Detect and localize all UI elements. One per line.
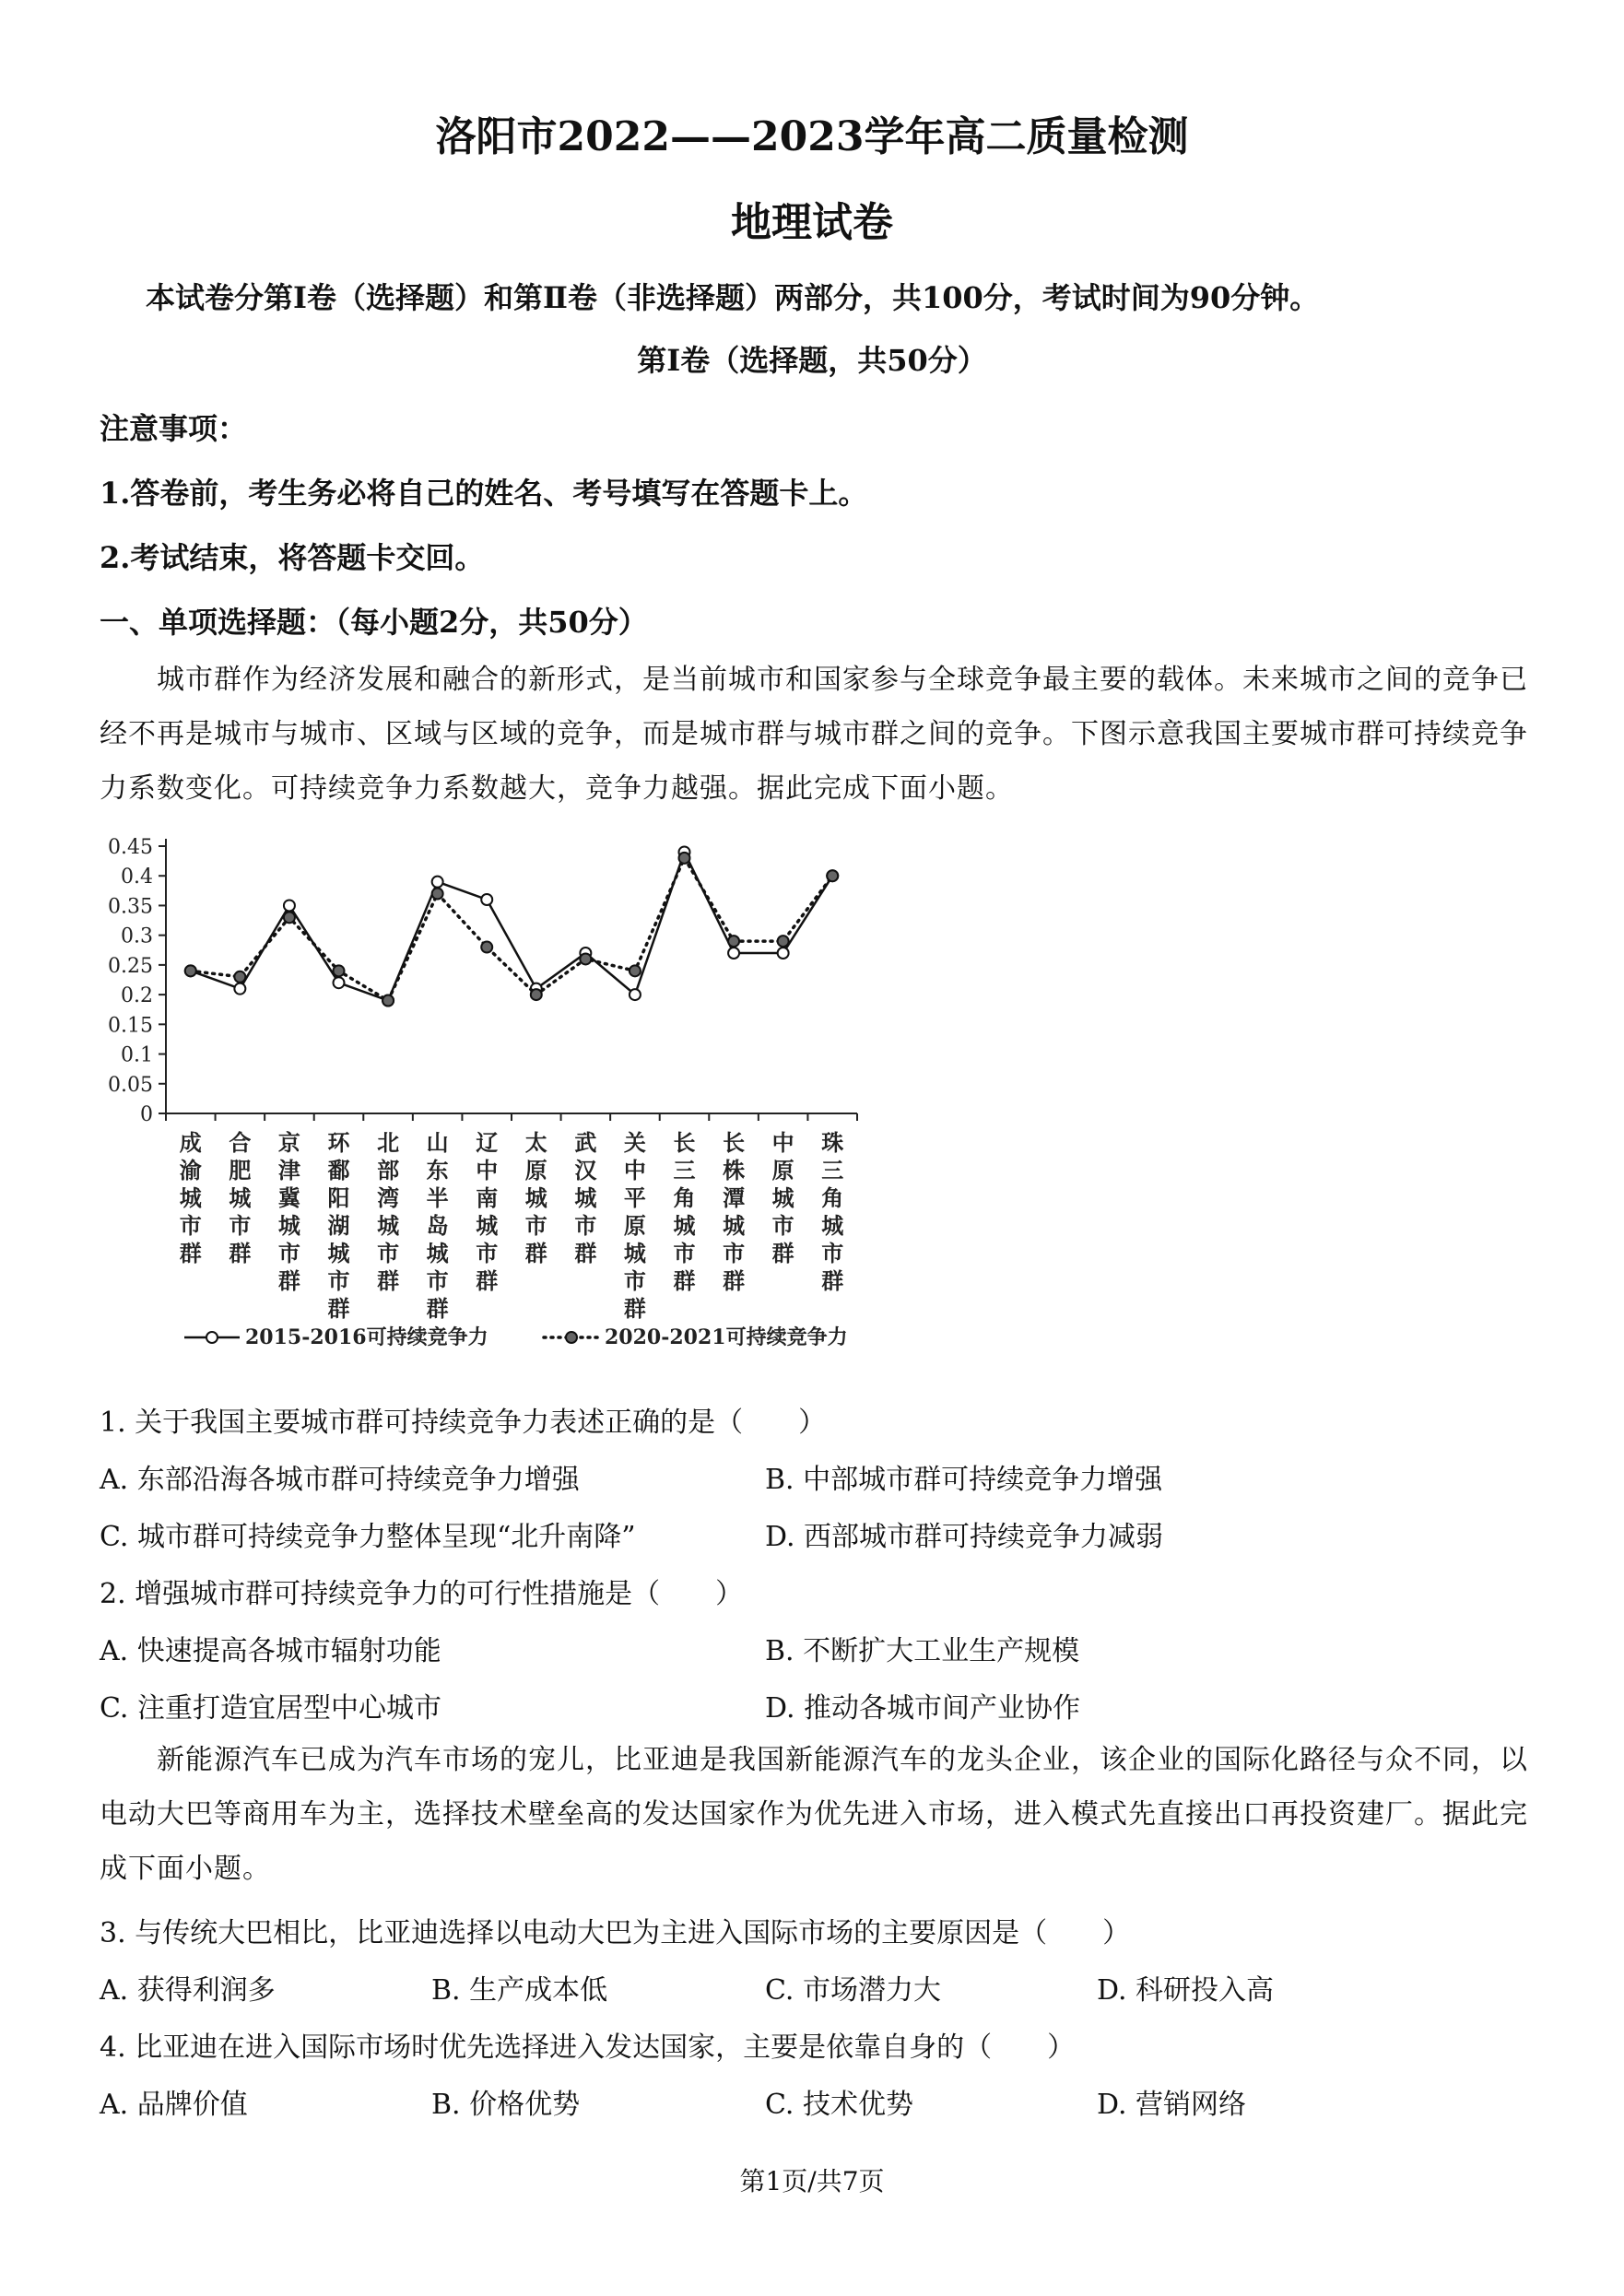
question-option: A. 快速提高各城市辐射功能 — [100, 1635, 441, 1667]
x-tick-label: 珠 — [821, 1129, 844, 1156]
x-tick-label: 平 — [623, 1184, 646, 1211]
x-tick-label: 京 — [277, 1129, 300, 1156]
x-tick-label: 长 — [673, 1129, 696, 1156]
x-tick-label: 群 — [723, 1267, 746, 1294]
line-chart — [74, 820, 885, 1373]
x-tick-label: 市 — [771, 1212, 794, 1239]
y-tick-label: 0.35 — [108, 895, 153, 919]
x-tick-label: 中 — [771, 1129, 794, 1156]
question-option: A. 品牌价值 — [100, 2089, 248, 2121]
x-tick-label: 群 — [673, 1267, 696, 1294]
y-tick-label: 0 — [140, 1103, 153, 1126]
x-tick-label: 鄱 — [327, 1157, 350, 1183]
x-tick-label: 辽 — [476, 1129, 499, 1156]
data-point — [728, 936, 739, 947]
question-option: B. 价格优势 — [431, 2089, 581, 2121]
y-tick-label: 0.3 — [121, 924, 153, 948]
exam-intro: 本试卷分第Ⅰ卷（选择题）和第Ⅱ卷（非选择题）两部分，共100分，考试时间为90分钟。 — [146, 280, 1320, 315]
data-point — [630, 965, 641, 976]
x-tick-label: 市 — [821, 1240, 844, 1266]
notes-heading: 注意事项： — [100, 411, 248, 446]
legend-label: 2015-2016可持续竞争力 — [245, 1325, 488, 1349]
x-tick-label: 群 — [277, 1267, 300, 1294]
question-stem: 3. 与传统大巴相比，比亚迪选择以电动大巴为主进入国际市场的主要原因是（ ） — [100, 1917, 1131, 1949]
x-tick-label: 中 — [623, 1157, 646, 1183]
x-tick-label: 市 — [524, 1212, 547, 1239]
x-tick-label: 部 — [377, 1157, 400, 1183]
data-point — [334, 965, 345, 976]
x-tick-label: 肥 — [229, 1157, 252, 1183]
data-point — [481, 894, 492, 905]
x-tick-label: 南 — [476, 1184, 499, 1211]
x-tick-label: 市 — [377, 1240, 400, 1266]
data-point — [334, 977, 345, 988]
x-tick-label: 角 — [673, 1184, 696, 1211]
data-point — [580, 953, 591, 964]
data-point — [185, 965, 196, 976]
legend-label: 2020-2021可持续竞争力 — [605, 1325, 848, 1349]
x-tick-label: 城 — [821, 1212, 844, 1239]
y-tick-label: 0.25 — [108, 954, 153, 978]
question-stem: 4. 比亚迪在进入国际市场时优先选择进入发达国家，主要是依靠自身的（ ） — [100, 2031, 1076, 2064]
notes-item: 1.答卷前，考生务必将自己的姓名、考号填写在答题卡上。 — [100, 476, 868, 511]
question-option: A. 东部沿海各城市群可持续竞争力增强 — [100, 1464, 580, 1496]
x-tick-label: 城 — [574, 1184, 597, 1211]
x-tick-label: 潭 — [723, 1184, 746, 1211]
y-tick-label: 0.15 — [108, 1014, 153, 1038]
x-tick-label: 城 — [723, 1212, 746, 1239]
data-point — [432, 889, 443, 900]
x-tick-label: 城 — [229, 1184, 252, 1211]
data-point — [284, 900, 295, 911]
page-footer: 第1页/共7页 — [739, 2166, 885, 2196]
exam-title: 洛阳市2022——2023学年高二质量检测 — [435, 113, 1189, 160]
x-tick-label: 半 — [426, 1184, 449, 1211]
passage-1: 城市群作为经济发展和融合的新形式，是当前城市和国家参与全球竞争最主要的载体。未来城市之间的竞争已经不再是城市与城市、区域与区域的竞争，而是城市群与城市群之间的竞争。下图示意我国主要城市群可持续竞争力系数变化。可持续竞争力系数越大，竞争力越强。据此完成下面小题。 — [100, 664, 1528, 805]
x-tick-label: 市 — [723, 1240, 746, 1266]
y-tick-label: 0.05 — [108, 1073, 153, 1097]
data-point — [481, 942, 492, 953]
x-tick-label: 原 — [623, 1212, 646, 1239]
x-tick-label: 阳 — [327, 1184, 350, 1211]
x-tick-label: 城 — [277, 1212, 300, 1239]
x-tick-label: 群 — [771, 1240, 794, 1266]
x-tick-label: 北 — [377, 1129, 400, 1156]
x-tick-label: 城 — [623, 1240, 646, 1266]
x-tick-label: 冀 — [277, 1184, 300, 1211]
question-option: D. 科研投入高 — [1097, 1974, 1275, 2007]
question-option: C. 注重打造宜居型中心城市 — [100, 1692, 441, 1725]
x-tick-label: 市 — [327, 1267, 350, 1294]
x-tick-label: 市 — [179, 1212, 202, 1239]
x-tick-label: 群 — [524, 1240, 547, 1266]
data-point — [284, 912, 295, 923]
x-tick-label: 太 — [524, 1129, 547, 1156]
x-tick-label: 市 — [229, 1212, 252, 1239]
data-point — [778, 936, 789, 947]
x-tick-label: 关 — [623, 1129, 646, 1156]
x-tick-label: 三 — [821, 1157, 844, 1183]
x-tick-label: 群 — [377, 1267, 400, 1294]
data-point — [679, 853, 690, 864]
x-tick-label: 中 — [476, 1157, 499, 1183]
x-tick-label: 合 — [229, 1129, 252, 1156]
x-tick-label: 市 — [277, 1240, 300, 1266]
x-tick-label: 原 — [524, 1157, 547, 1183]
data-point — [382, 995, 394, 1007]
x-tick-label: 城 — [426, 1240, 449, 1266]
data-point — [827, 870, 838, 881]
x-tick-label: 湖 — [327, 1212, 350, 1239]
data-point — [531, 989, 542, 1000]
x-tick-label: 群 — [574, 1240, 597, 1266]
x-tick-label: 市 — [623, 1267, 646, 1294]
legend-marker — [206, 1332, 218, 1343]
x-tick-label: 群 — [476, 1267, 499, 1294]
x-tick-label: 城 — [377, 1212, 400, 1239]
section-title: 第Ⅰ卷（选择题，共50分） — [637, 343, 987, 378]
x-tick-label: 城 — [524, 1184, 547, 1211]
exam-subtitle: 地理试卷 — [731, 199, 893, 246]
x-tick-label: 湾 — [377, 1184, 400, 1211]
y-tick-label: 0.1 — [121, 1043, 153, 1067]
question-option: C. 技术优势 — [765, 2089, 913, 2121]
question-option: B. 不断扩大工业生产规模 — [765, 1635, 1080, 1667]
y-tick-label: 0.45 — [108, 836, 153, 859]
x-tick-label: 三 — [673, 1157, 696, 1183]
legend-marker — [566, 1332, 577, 1343]
x-tick-label: 株 — [723, 1157, 746, 1183]
question-stem: 2. 增强城市群可持续竞争力的可行性措施是（ ） — [100, 1578, 744, 1610]
y-tick-label: 0.2 — [121, 984, 153, 1008]
x-tick-label: 城 — [673, 1212, 696, 1239]
x-tick-label: 渝 — [179, 1157, 202, 1183]
x-tick-label: 武 — [574, 1129, 597, 1156]
notes-item: 2.考试结束，将答题卡交回。 — [100, 540, 485, 575]
question-option: D. 营销网络 — [1097, 2089, 1247, 2121]
passage-2: 新能源汽车已成为汽车市场的宠儿，比亚迪是我国新能源汽车的龙头企业，该企业的国际化路径与众不同，以电动大巴等商用车为主，选择技术壁垒高的发达国家作为优先进入市场，进入模式先直接出口再投资建厂。据此完成下面小题。 — [100, 1744, 1528, 1885]
x-tick-label: 群 — [179, 1240, 202, 1266]
x-tick-label: 岛 — [426, 1212, 449, 1239]
x-tick-label: 群 — [821, 1267, 844, 1294]
series-line — [191, 852, 832, 1000]
question-option: C. 城市群可持续竞争力整体呈现“北升南降” — [100, 1521, 636, 1553]
x-tick-label: 市 — [476, 1240, 499, 1266]
data-point — [778, 948, 789, 959]
data-point — [728, 948, 739, 959]
data-point — [234, 983, 245, 995]
x-tick-label: 市 — [426, 1267, 449, 1294]
question-option: A. 获得利润多 — [100, 1974, 276, 2007]
x-tick-label: 环 — [327, 1129, 350, 1156]
x-tick-label: 长 — [723, 1129, 746, 1156]
x-tick-label: 山 — [426, 1129, 449, 1156]
x-tick-label: 市 — [574, 1212, 597, 1239]
data-point — [234, 971, 245, 983]
x-tick-label: 群 — [426, 1295, 449, 1322]
x-tick-label: 群 — [229, 1240, 252, 1266]
x-tick-label: 城 — [771, 1184, 794, 1211]
x-tick-label: 城 — [179, 1184, 202, 1211]
question-option: D. 推动各城市间产业协作 — [765, 1692, 1081, 1725]
x-tick-label: 汉 — [574, 1157, 597, 1183]
x-tick-label: 原 — [771, 1157, 794, 1183]
x-tick-label: 成 — [179, 1129, 202, 1156]
question-option: B. 中部城市群可持续竞争力增强 — [765, 1464, 1163, 1496]
question-option: D. 西部城市群可持续竞争力减弱 — [765, 1521, 1164, 1553]
part1-heading: 一、单项选择题：（每小题2分，共50分） — [100, 605, 648, 640]
x-tick-label: 东 — [426, 1157, 449, 1183]
question-option: C. 市场潜力大 — [765, 1974, 941, 2007]
data-point — [432, 877, 443, 888]
x-tick-label: 角 — [821, 1184, 844, 1211]
x-tick-label: 市 — [673, 1240, 696, 1266]
series-line — [191, 858, 832, 1001]
question-option: B. 生产成本低 — [431, 1974, 608, 2007]
question-stem: 1. 关于我国主要城市群可持续竞争力表述正确的是（ ） — [100, 1407, 827, 1439]
x-tick-label: 群 — [623, 1295, 646, 1322]
x-tick-label: 津 — [277, 1157, 300, 1183]
x-tick-label: 群 — [327, 1295, 350, 1322]
x-tick-label: 城 — [327, 1240, 350, 1266]
data-point — [630, 989, 641, 1000]
y-tick-label: 0.4 — [121, 865, 153, 889]
x-tick-label: 城 — [476, 1212, 499, 1239]
